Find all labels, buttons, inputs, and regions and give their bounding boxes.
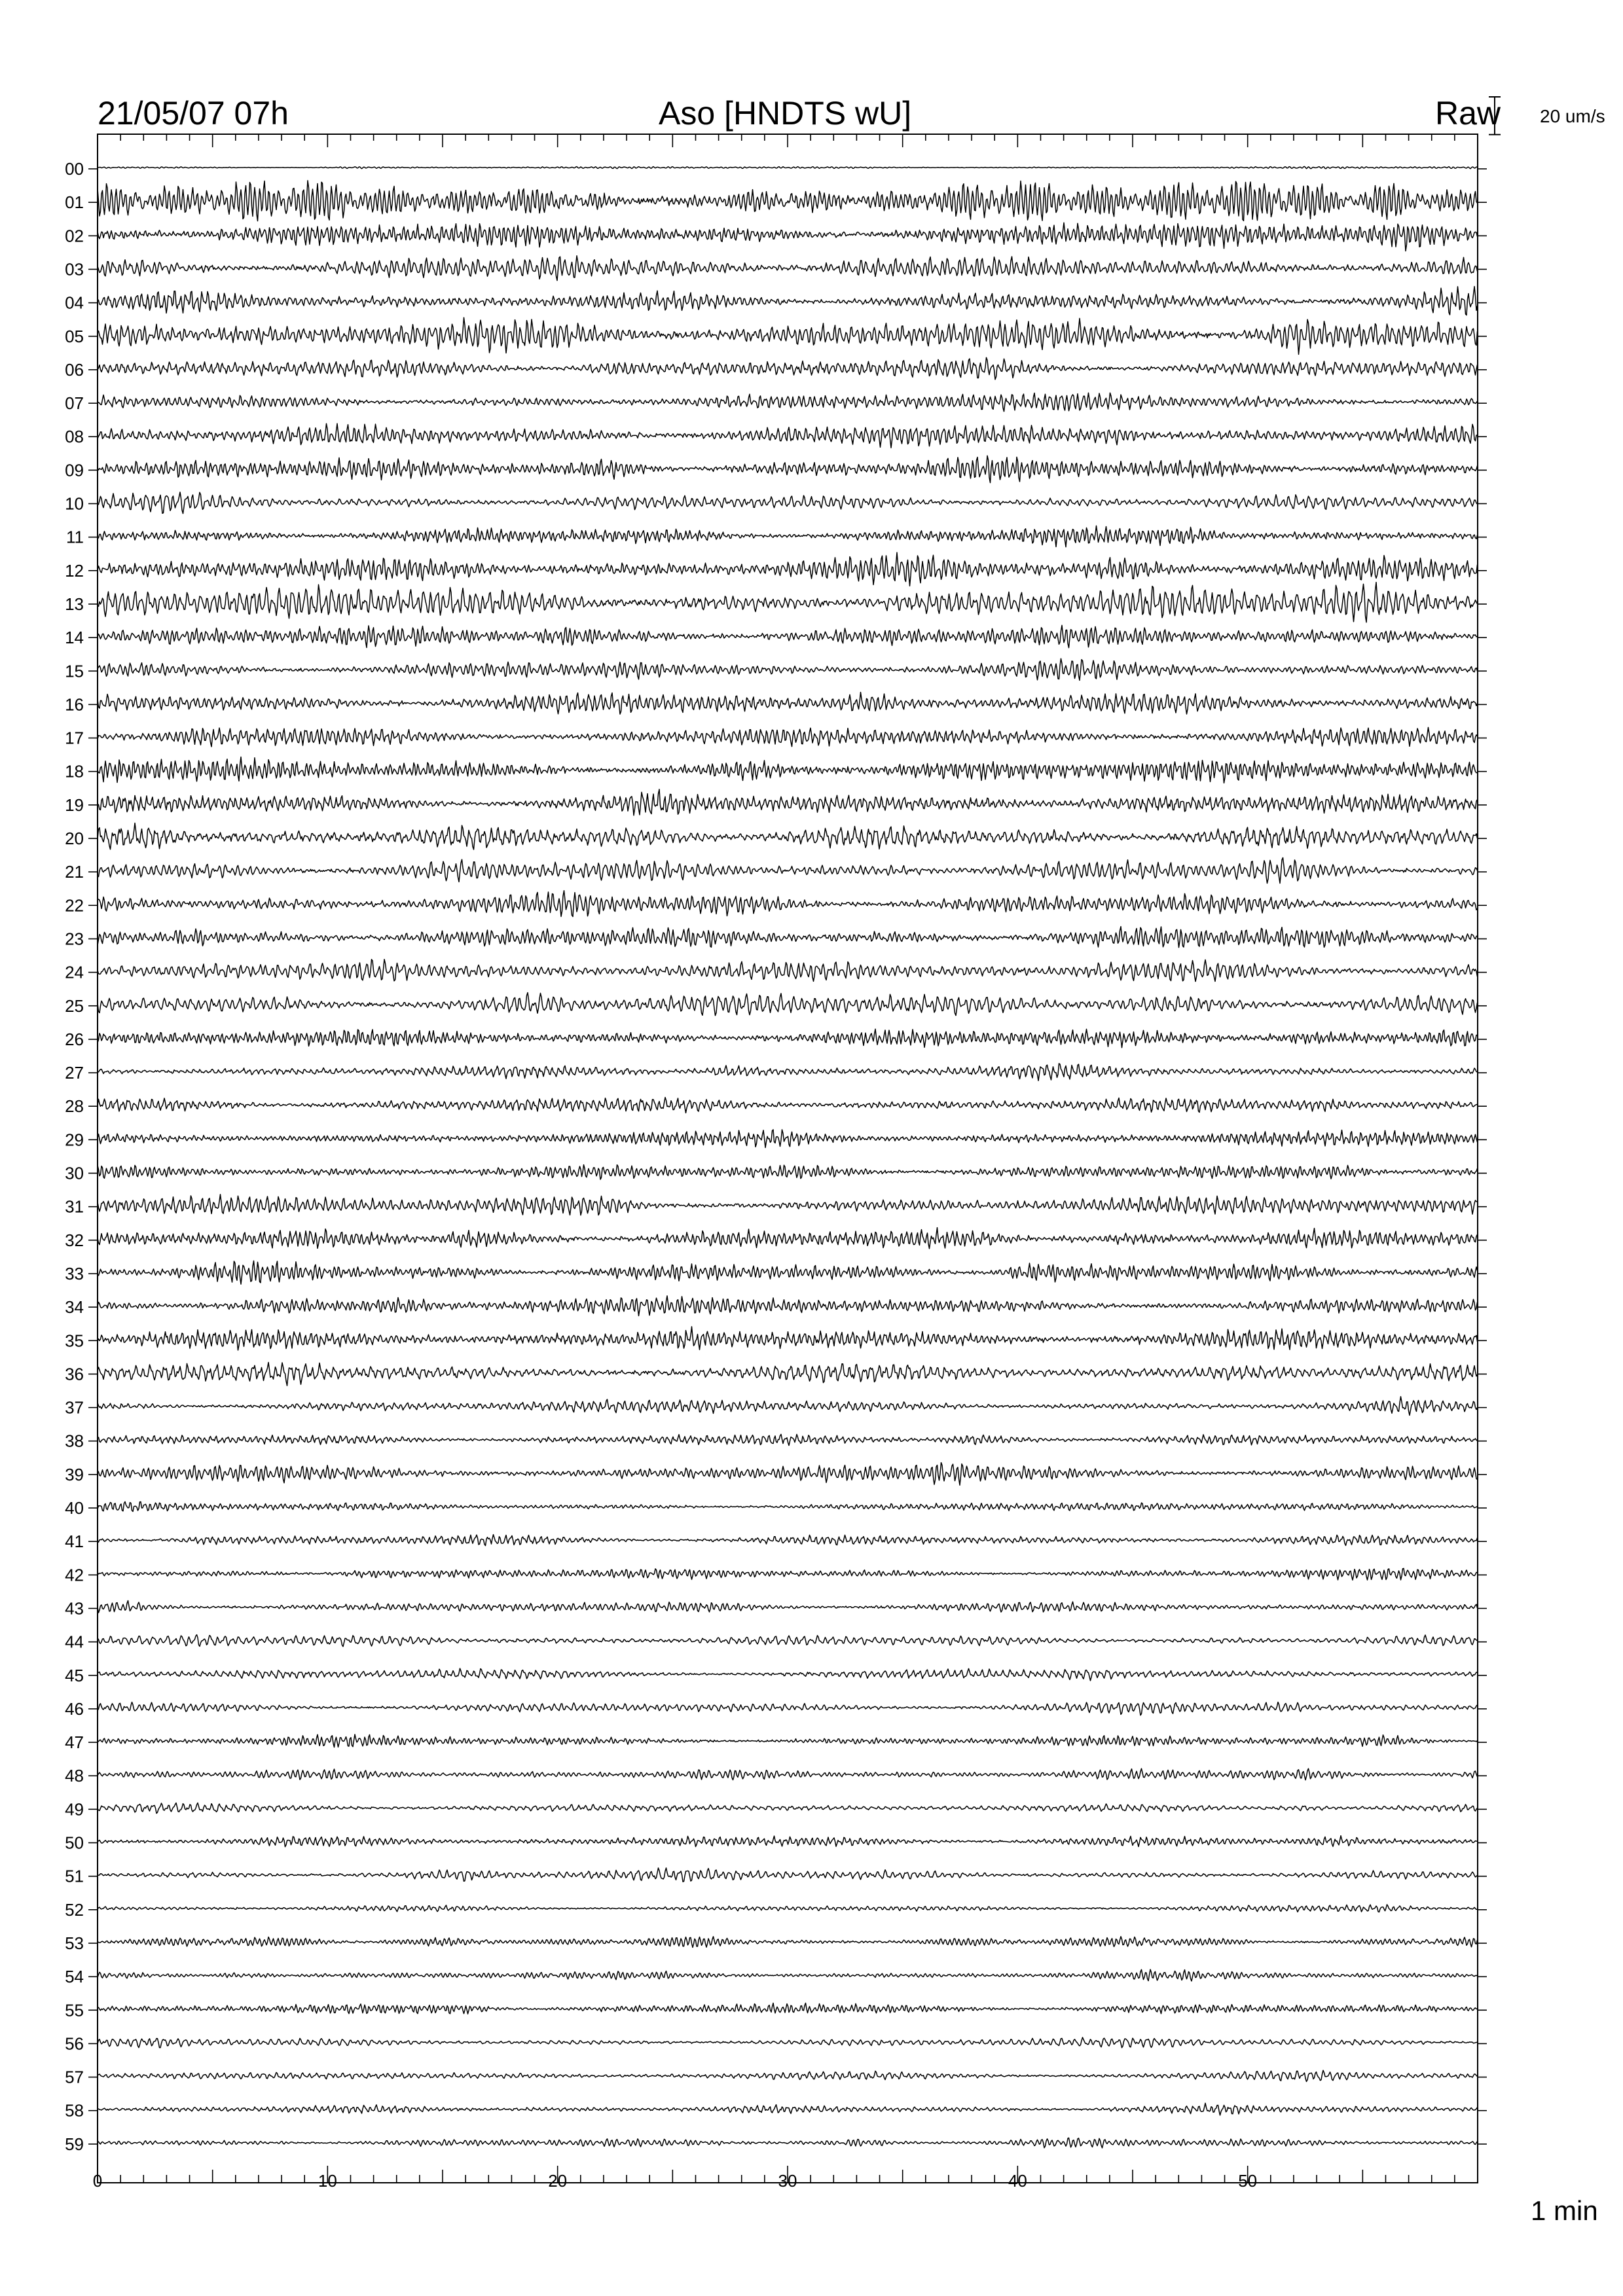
seismic-trace	[98, 2138, 1478, 2147]
seismic-trace	[98, 357, 1478, 379]
row-label: 50	[65, 1833, 84, 1853]
seismic-trace	[98, 1397, 1478, 1416]
row-label: 48	[65, 1766, 84, 1786]
row-label: 36	[65, 1364, 84, 1384]
row-label: 11	[66, 527, 84, 547]
seismic-trace	[98, 789, 1478, 816]
row-label: 29	[65, 1130, 84, 1150]
row-label: 03	[65, 259, 84, 279]
row-label: 45	[65, 1665, 84, 1685]
row-label: 14	[65, 628, 84, 648]
seismic-trace	[98, 1868, 1478, 1882]
row-label: 06	[65, 359, 84, 380]
seismic-trace	[98, 658, 1478, 680]
row-label: 10	[65, 493, 84, 514]
seismic-trace	[98, 1296, 1478, 1316]
amplitude-scale-label: 20 um/s	[1540, 106, 1605, 126]
seismic-trace	[98, 823, 1478, 850]
row-label: 44	[65, 1632, 84, 1652]
seismic-trace	[98, 757, 1478, 783]
row-label: 21	[65, 862, 84, 882]
mode-label: Raw	[1435, 95, 1501, 132]
seismic-trace	[98, 1463, 1478, 1485]
row-label: 53	[65, 1933, 84, 1953]
row-label: 08	[65, 427, 84, 447]
row-label: 23	[65, 929, 84, 949]
row-label: 24	[65, 962, 84, 982]
seismic-trace	[98, 287, 1478, 315]
x-axis-unit-label: 1 min	[1531, 2195, 1598, 2226]
x-tick-label: 30	[778, 2171, 797, 2191]
row-label: 43	[65, 1598, 84, 1619]
x-tick-label: 10	[318, 2171, 337, 2191]
row-label: 22	[65, 895, 84, 916]
x-tick-label: 0	[92, 2171, 103, 2191]
row-label: 40	[65, 1498, 84, 1518]
row-label: 47	[65, 1732, 84, 1753]
row-label: 52	[65, 1899, 84, 1920]
row-label: 37	[65, 1397, 84, 1418]
row-label: 16	[65, 694, 84, 715]
row-label: 28	[65, 1096, 84, 1117]
seismic-trace	[98, 692, 1478, 714]
seismic-trace	[98, 727, 1478, 747]
row-label: 17	[65, 728, 84, 748]
seismic-trace	[98, 317, 1478, 354]
row-label: 35	[65, 1331, 84, 1351]
seismic-trace	[98, 492, 1478, 514]
row-label: 55	[65, 2000, 84, 2020]
seismic-trace	[98, 1098, 1478, 1113]
row-label: 57	[65, 2067, 84, 2087]
row-label: 56	[65, 2034, 84, 2054]
row-label: 09	[65, 460, 84, 480]
row-label: 59	[65, 2134, 84, 2154]
row-label: 26	[65, 1029, 84, 1049]
seismic-trace	[98, 927, 1478, 948]
row-label: 04	[65, 293, 84, 313]
row-label: 15	[65, 661, 84, 681]
seismic-trace	[98, 2070, 1478, 2081]
x-tick-label: 20	[548, 2171, 568, 2191]
row-label: 42	[65, 1565, 84, 1585]
seismic-trace	[98, 1501, 1478, 1511]
seismic-trace	[98, 1635, 1478, 1647]
row-label: 12	[65, 560, 84, 581]
date-hour-label: 21/05/07 07h	[98, 95, 289, 132]
seismic-trace	[98, 1568, 1478, 1580]
seismic-trace	[98, 2103, 1478, 2115]
seismic-trace	[98, 993, 1478, 1016]
row-label: 27	[65, 1063, 84, 1083]
row-label: 18	[65, 761, 84, 781]
seismic-trace	[98, 1803, 1478, 1814]
row-label: 13	[65, 594, 84, 614]
seismic-trace	[98, 552, 1478, 586]
seismic-trace	[98, 1228, 1478, 1249]
row-label: 38	[65, 1431, 84, 1451]
seismic-trace	[98, 181, 1478, 221]
seismic-trace	[98, 526, 1478, 547]
x-tick-label: 50	[1238, 2171, 1258, 2191]
seismic-trace	[98, 1836, 1478, 1847]
seismic-trace	[98, 1937, 1478, 1948]
seismic-trace	[98, 1702, 1478, 1715]
seismic-trace	[98, 1362, 1478, 1386]
seismic-trace	[98, 2037, 1478, 2048]
row-label: 20	[65, 829, 84, 848]
seismic-trace	[98, 1194, 1478, 1215]
seismic-trace	[98, 1029, 1478, 1047]
seismic-trace	[98, 960, 1478, 982]
row-label: 46	[65, 1698, 84, 1719]
seismic-trace	[98, 1969, 1478, 1981]
seismic-trace	[98, 456, 1478, 482]
row-label: 39	[65, 1464, 84, 1484]
seismic-trace	[98, 1434, 1478, 1445]
seismic-trace	[98, 1905, 1478, 1912]
row-label: 30	[65, 1163, 84, 1183]
seismic-trace	[98, 166, 1478, 168]
row-label: 33	[65, 1263, 84, 1283]
seismic-trace	[98, 223, 1478, 251]
row-label: 58	[65, 2100, 84, 2121]
seismic-trace	[98, 1130, 1478, 1147]
seismic-trace	[98, 2003, 1478, 2014]
seismic-trace	[98, 393, 1478, 411]
row-label: 02	[65, 226, 84, 246]
row-label: 41	[65, 1532, 84, 1552]
row-label: 32	[65, 1230, 84, 1250]
row-label: 05	[65, 326, 84, 346]
seismic-trace	[98, 1535, 1478, 1546]
seismic-trace	[98, 625, 1478, 647]
seismic-trace	[98, 256, 1478, 281]
row-label: 51	[65, 1866, 84, 1886]
seismic-trace	[98, 583, 1478, 622]
x-tick-label: 40	[1008, 2171, 1027, 2191]
row-label: 00	[65, 159, 84, 179]
seismic-trace	[98, 1327, 1478, 1350]
seismic-trace	[98, 1064, 1478, 1081]
row-label: 25	[65, 996, 84, 1016]
row-label: 31	[65, 1196, 84, 1217]
seismic-trace	[98, 1768, 1478, 1780]
row-label: 07	[65, 393, 84, 414]
seismic-trace	[98, 1601, 1478, 1613]
seismic-trace	[98, 423, 1478, 448]
row-label: 01	[65, 192, 84, 213]
seismic-trace	[98, 1165, 1478, 1179]
row-label: 34	[65, 1297, 84, 1318]
row-label: 19	[65, 795, 84, 815]
row-label: 54	[65, 1967, 84, 1987]
row-label: 49	[65, 1799, 84, 1820]
seismic-trace	[98, 891, 1478, 917]
seismic-trace	[98, 1734, 1478, 1748]
seismic-trace	[98, 857, 1478, 883]
seismic-trace	[98, 1261, 1478, 1284]
station-title: Aso [HNDTS wU]	[659, 95, 912, 132]
seismic-trace	[98, 1668, 1478, 1681]
